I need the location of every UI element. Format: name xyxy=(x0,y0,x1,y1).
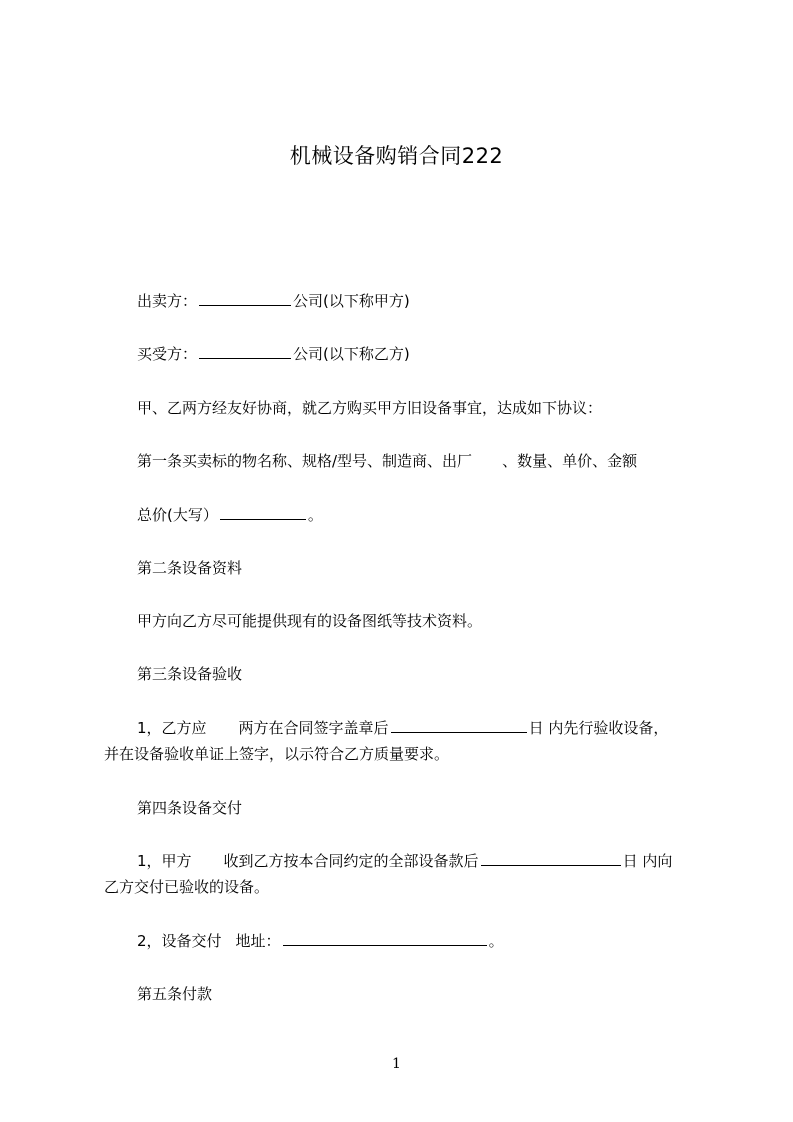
article1-text-a: 第一条买卖标的物名称、规格/型号、制造商、出厂 xyxy=(137,452,473,470)
seller-suffix: 公司(以下称甲方) xyxy=(293,292,410,310)
total-price-line xyxy=(137,505,323,525)
seller-blank xyxy=(199,291,291,306)
article4-clause1 xyxy=(137,851,672,871)
article3-clause1 xyxy=(137,718,668,738)
article3-heading: 第三条设备验收 xyxy=(137,665,243,683)
seller-label: 出卖方： xyxy=(137,292,198,310)
article1-text-b: 、数量、单价、金额 xyxy=(502,452,638,470)
article4-clause2-b: 地址： xyxy=(235,932,281,950)
address-blank xyxy=(283,931,487,946)
seller-line xyxy=(137,291,410,311)
article4-clause2-end: 。 xyxy=(488,932,504,950)
total-label: 总价(大写） xyxy=(137,506,218,524)
total-blank xyxy=(220,505,306,520)
buyer-label: 买受方： xyxy=(137,345,198,363)
article4-clause1-line2: 乙方交付已验收的设备。 xyxy=(104,878,270,896)
buyer-blank xyxy=(199,344,291,359)
article2-heading: 第二条设备资料 xyxy=(137,559,243,577)
article4-clause2-a: 2，设备交付 xyxy=(137,932,222,950)
article1-line xyxy=(137,451,637,471)
article2-text: 甲方向乙方尽可能提供现有的设备图纸等技术资料。 xyxy=(137,612,483,630)
article5-heading: 第五条付款 xyxy=(137,985,213,1003)
article3-clause1-b: 两方在合同签字盖章后 xyxy=(238,719,389,737)
article3-clause1-line2: 并在设备验收单证上签字，以示符合乙方质量要求。 xyxy=(104,745,450,763)
total-end: 。 xyxy=(307,506,323,524)
buyer-line xyxy=(137,344,410,364)
page-number: 1 xyxy=(392,1056,401,1072)
article3-days-blank xyxy=(391,718,527,733)
article4-heading: 第四条设备交付 xyxy=(137,799,243,817)
article4-clause1-b: 收到乙方按本合同约定的全部设备款后 xyxy=(223,852,479,870)
article3-clause1-a: 1，乙方应 xyxy=(137,719,207,737)
article4-clause2 xyxy=(137,931,504,951)
article4-clause1-a: 1，甲方 xyxy=(137,852,192,870)
article4-days-blank xyxy=(481,851,621,866)
article3-clause1-c: 日 内先行验收设备， xyxy=(528,719,669,737)
buyer-suffix: 公司(以下称乙方) xyxy=(293,345,410,363)
intro-paragraph: 甲、乙两方经友好协商，就乙方购买甲方旧设备事宜，达成如下协议： xyxy=(137,399,603,417)
page-title: 机械设备购销合同222 xyxy=(289,144,504,168)
article4-clause1-c: 日 内向 xyxy=(622,852,673,870)
